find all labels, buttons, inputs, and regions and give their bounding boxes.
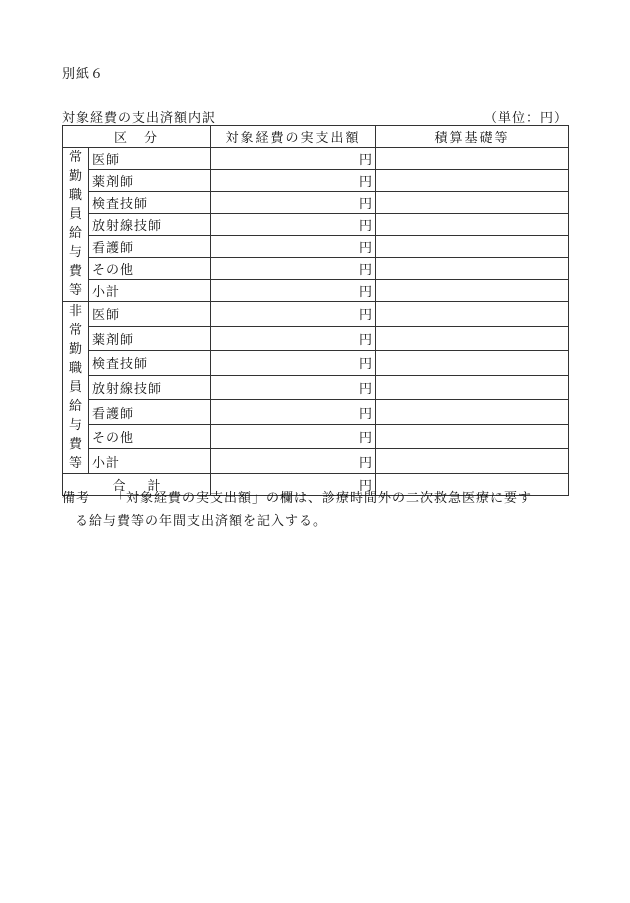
basis-cell[interactable]: [376, 302, 569, 327]
amount-cell[interactable]: 円: [211, 280, 376, 302]
group-label-char: 費: [68, 264, 82, 279]
basis-cell[interactable]: [376, 351, 569, 376]
table-row: [63, 449, 569, 474]
group-label-char: 等: [68, 456, 82, 471]
amount-cell[interactable]: 円: [211, 236, 376, 258]
basis-cell[interactable]: [376, 375, 569, 400]
group-label-char: 非: [68, 304, 82, 319]
table-row: [63, 351, 569, 376]
group-label-char: 職: [68, 361, 82, 376]
item-label: 薬剤師: [89, 170, 211, 192]
table-body: [63, 148, 569, 496]
item-label: 放射線技師: [89, 214, 211, 236]
total-label-b: 計: [147, 479, 161, 494]
header-actual-amount: 対象経費の実支出額: [211, 126, 376, 148]
unit-label: （単位：円）: [483, 111, 568, 126]
basis-cell[interactable]: [376, 148, 569, 170]
group-label-char: 給: [68, 226, 82, 241]
item-label: 放射線技師: [89, 375, 211, 400]
amount-cell[interactable]: 円: [211, 400, 376, 425]
amount-cell[interactable]: 円: [211, 375, 376, 400]
amount-cell[interactable]: 円: [211, 214, 376, 236]
group-label-char: 常: [68, 323, 82, 338]
table-row: [63, 424, 569, 449]
table-row: [63, 326, 569, 351]
group-label-char: 常: [68, 150, 82, 165]
item-label: その他: [89, 258, 211, 280]
table-row: [63, 280, 569, 302]
group-label: [63, 302, 89, 474]
table-row: [63, 148, 569, 170]
basis-cell[interactable]: [376, 424, 569, 449]
amount-cell[interactable]: 円: [211, 148, 376, 170]
table-title-row: [62, 107, 568, 125]
amount-cell[interactable]: 円: [211, 424, 376, 449]
group-label-char: 費: [68, 437, 82, 452]
group-label-char: 与: [68, 245, 82, 260]
group-label-char: 与: [68, 418, 82, 433]
total-label-a: 合: [112, 479, 126, 494]
item-label: 薬剤師: [89, 326, 211, 351]
group-label-char: 勤: [68, 169, 82, 184]
table-row: [63, 214, 569, 236]
item-label: 検査技師: [89, 192, 211, 214]
remarks-note: [62, 487, 582, 533]
amount-cell[interactable]: 円: [211, 326, 376, 351]
group-label: [63, 148, 89, 302]
item-label: 検査技師: [89, 351, 211, 376]
table-row: [63, 170, 569, 192]
amount-cell[interactable]: 円: [211, 258, 376, 280]
item-label: 小計: [89, 449, 211, 474]
item-label: 医師: [89, 302, 211, 327]
expense-breakdown-table: [62, 125, 569, 496]
remarks-line-2: る給与費等の年間支出済額を記入する。: [75, 514, 328, 529]
group-label-char: 員: [68, 207, 82, 222]
basis-cell[interactable]: [376, 280, 569, 302]
amount-cell[interactable]: 円: [211, 351, 376, 376]
total-amount-cell[interactable]: 円: [211, 474, 376, 496]
group-label-char: 給: [68, 399, 82, 414]
amount-cell[interactable]: 円: [211, 449, 376, 474]
basis-cell[interactable]: [376, 170, 569, 192]
item-label: 看護師: [89, 400, 211, 425]
basis-cell[interactable]: [376, 326, 569, 351]
amount-cell[interactable]: 円: [211, 302, 376, 327]
table-row: [63, 192, 569, 214]
group-label-char: 職: [68, 188, 82, 203]
table-row: [63, 375, 569, 400]
basis-cell[interactable]: [376, 449, 569, 474]
table-header-row: [63, 126, 569, 148]
basis-cell[interactable]: [376, 258, 569, 280]
item-label: 看護師: [89, 236, 211, 258]
table-row: [63, 258, 569, 280]
appendix-label: 別紙６: [62, 67, 105, 82]
basis-cell[interactable]: [376, 192, 569, 214]
basis-cell[interactable]: [376, 236, 569, 258]
table-row: [63, 400, 569, 425]
basis-cell[interactable]: [376, 400, 569, 425]
remarks-line-1: 「対象経費の実支出額」の欄は、診療時間外の二次救急医療に要す: [112, 491, 533, 506]
table-title: 対象経費の支出済額内訳: [62, 111, 217, 126]
item-label: 医師: [89, 148, 211, 170]
table-row: [63, 236, 569, 258]
group-label-char: 員: [68, 380, 82, 395]
item-label: その他: [89, 424, 211, 449]
item-label: 小計: [89, 280, 211, 302]
table-row: [63, 302, 569, 327]
header-category: 区 分: [63, 126, 211, 148]
group-label-char: 勤: [68, 342, 82, 357]
header-basis: 積算基礎等: [376, 126, 569, 148]
amount-cell[interactable]: 円: [211, 192, 376, 214]
remarks-head: 備考: [62, 491, 91, 506]
group-label-char: 等: [68, 283, 82, 298]
amount-cell[interactable]: 円: [211, 170, 376, 192]
basis-cell[interactable]: [376, 214, 569, 236]
